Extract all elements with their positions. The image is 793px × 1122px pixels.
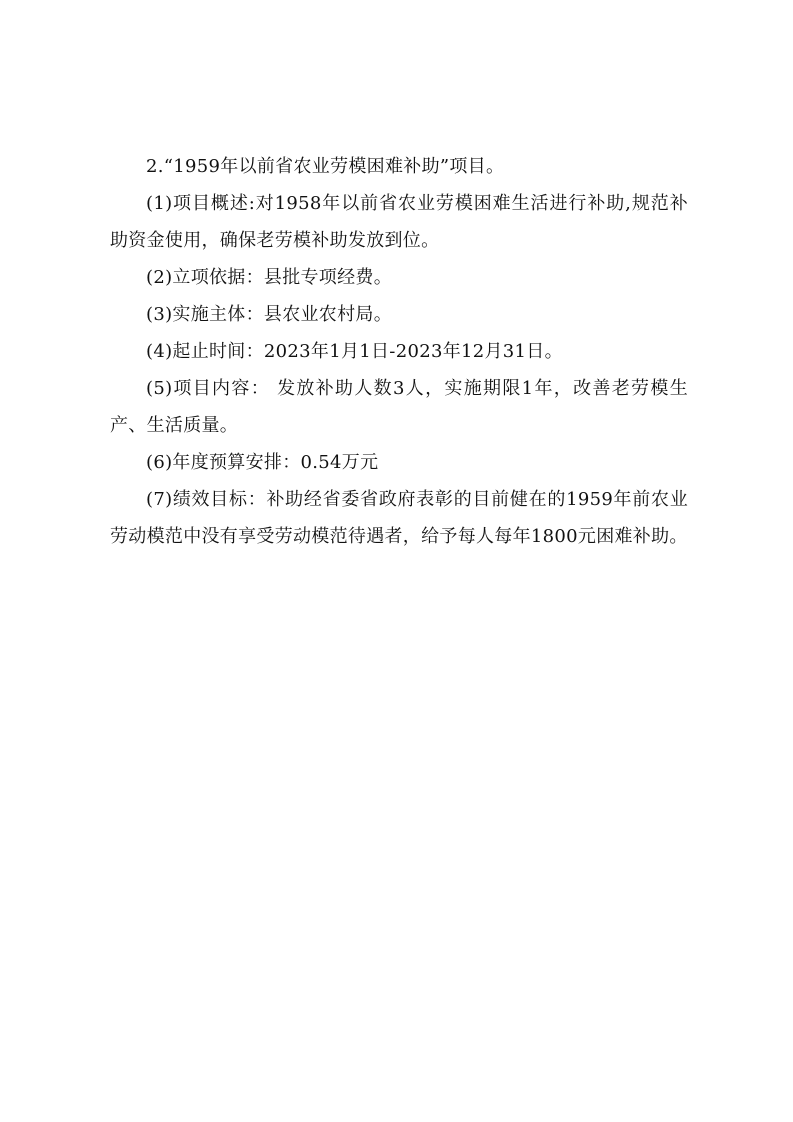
paragraph-content: (5)项目内容： 发放补助人数3人，实施期限1年，改善老劳模生产、生活质量。: [110, 378, 688, 436]
paragraph-basis: (2)立项依据：县批专项经费。: [146, 267, 392, 288]
paragraph-overview: (1)项目概述:对1958年以前省农业劳模困难生活进行补助,规范补助资金使用，确保老劳模补助发放到位。: [110, 193, 688, 251]
paragraph-period: (4)起止时间：2023年1月1日-2023年12月31日。: [146, 341, 563, 362]
paragraph-implementer: (3)实施主体：县农业农村局。: [146, 304, 392, 325]
paragraph-budget: (6)年度预算安排：0.54万元: [146, 452, 379, 473]
section-heading: 2.“1959年以前省农业劳模困难补助”项目。: [146, 156, 505, 177]
paragraph-goal: (7)绩效目标：补助经省委省政府表彰的目前健在的1959年前农业劳动模范中没有享受劳动模范待遇者，给予每人每年1800元困难补助。: [110, 489, 688, 547]
document-body: [110, 148, 688, 555]
